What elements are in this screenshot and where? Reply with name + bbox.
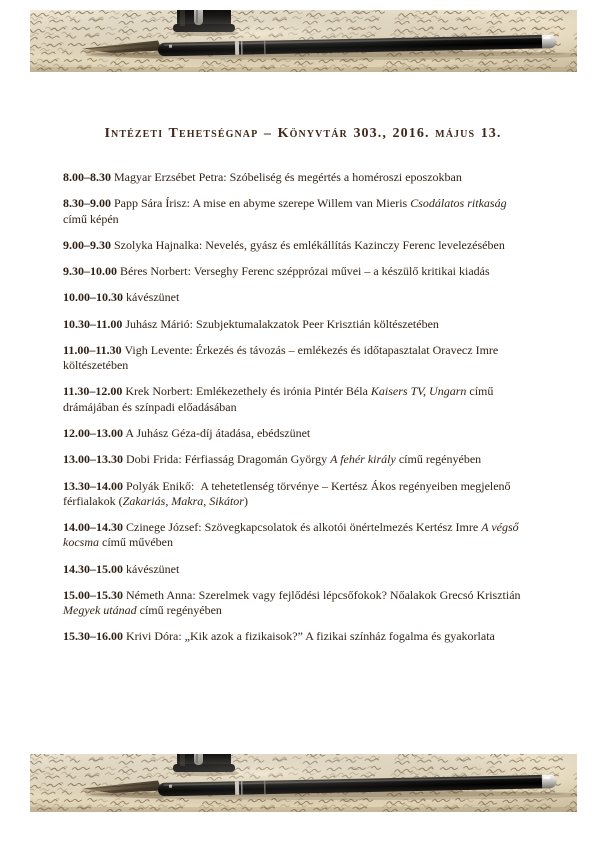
schedule-item [63,196,578,226]
time-range: 8.00–8.30 [63,170,111,184]
talk-text: című képén [63,211,119,226]
schedule-line [63,520,578,535]
schedule-line [63,343,578,358]
talk-text: Juhász Márió: Szubjektumalakzatok Peer Krisztián költészetében [122,316,439,331]
schedule-item [63,452,578,467]
schedule-line [63,238,578,253]
schedule-line [63,384,578,399]
schedule-item [63,317,578,332]
schedule-line [63,196,578,211]
time-range: 15.30–16.00 [63,629,123,644]
time-range: 13.00–13.30 [63,452,123,467]
talk-text: Papp Sára Írisz: A mise en abyme szerepe Willem van Mieris [111,196,411,211]
time-range: 10.30–11.00 [63,316,123,331]
time-range: 13.30–14.00 [63,478,123,493]
schedule-item [63,170,578,185]
talk-text: című [466,384,494,399]
time-range: 11.30–12.00 [63,384,123,399]
time-range: 9.00–9.30 [63,237,111,252]
talk-text: Béres Norbert: Verseghy Ferenc szépprózai művei – a készülő kritikai kiadás [117,264,490,279]
schedule-line [63,170,578,185]
schedule-line [63,400,578,415]
time-range: 12.00–13.00 [63,425,123,440]
footer-image [30,754,577,812]
talk-text: Krivi Dóra: „Kik azok a fizikaisok?” A fizikai színház fogalma és gyakorlata [123,629,495,644]
time-range: 11.00–11.30 [63,342,122,357]
talk-text: kávészünet [123,561,180,576]
schedule-item [63,384,578,414]
fountain-pen-photo-icon [30,10,577,72]
time-range: 15.00–15.30 [63,587,123,602]
time-range: 9.30–10.00 [63,264,117,279]
talk-text: című regényében [136,603,222,618]
talk-text: A Juhász Géza-díj átadása, ebédszünet [123,425,311,440]
schedule-item [63,520,578,550]
work-title: kocsma [63,535,99,550]
schedule-item [63,343,578,373]
header-image [30,10,577,72]
talk-text: Krek Norbert: Emlékezethely és irónia Pintér Béla [122,384,371,399]
work-title: A végső [481,520,519,535]
schedule-line [63,212,578,227]
talk-text: Dobi Frida: Férfiasság Dragomán György [123,452,331,467]
schedule-line [63,426,578,441]
talk-text: Németh Anna: Szerelmek vagy fejlődési lépcsőfokok? Nőalakok Grecsó Krisztián [123,587,521,602]
schedule-item [63,426,578,441]
schedule-line [63,494,578,509]
talk-text: drámájában és színpadi előadásában [63,399,237,414]
fountain-pen-photo-icon [30,754,577,812]
schedule-line [63,629,578,644]
schedule-item [63,479,578,509]
talk-text: Vigh Levente: Érkezés és távozás – emlékezés és időtapasztalat Oravecz Imre [121,342,499,357]
talk-text: Czinege József: Szövegkapcsolatok és alkotói önértelmezés Kertész Imre [123,520,482,535]
talk-text: ) [243,493,248,508]
talk-text: című művében [99,535,173,550]
work-title: Zakariás, Makra, Sikátor [122,493,244,508]
schedule-list [63,170,578,656]
talk-text: Szolyka Hajnalka: Nevelés, gyász és emlékállítás Kazinczy Ferenc levelezésében [111,237,505,252]
time-range: 14.00–14.30 [63,520,123,535]
schedule-item [63,238,578,253]
work-title: Megyek utánad [63,603,137,618]
schedule-line [63,588,578,603]
schedule-line [63,603,578,618]
talk-text: Magyar Erzsébet Petra: Szóbeliség és megértés a homéroszi eposzokban [111,170,462,184]
time-range: 14.30–15.00 [63,561,123,576]
page-title: Intézeti Tehetségnap – Könyvtár 303., 2016. május 13. [104,126,502,141]
schedule-item [63,290,578,305]
work-title: Csodálatos ritkaság [410,196,507,211]
schedule-line [63,562,578,577]
schedule-item [63,264,578,279]
schedule-item [63,562,578,577]
schedule-item [63,629,578,644]
fountain-pen-illustration [30,10,577,72]
schedule-line [63,452,578,467]
talk-text: költészetében [63,358,129,373]
time-range: 10.00–10.30 [63,290,123,305]
schedule-item [63,588,578,618]
schedule-line [63,479,578,494]
talk-text: férfialakok ( [63,493,123,508]
talk-text: kávészünet [123,290,180,305]
schedule-line [63,358,578,373]
schedule-line [63,290,578,305]
work-title: Kaisers TV, Ungarn [370,384,467,399]
schedule-line [63,317,578,332]
schedule-line [63,264,578,279]
talk-text: című regényében [395,452,482,467]
time-range: 8.30–9.00 [63,196,111,211]
talk-text: Polyák Enikő: A tehetetlenség törvénye – Kertész Ákos regényeiben megjelenő [123,478,511,493]
work-title: A fehér király [330,452,396,467]
schedule-line [63,535,578,550]
